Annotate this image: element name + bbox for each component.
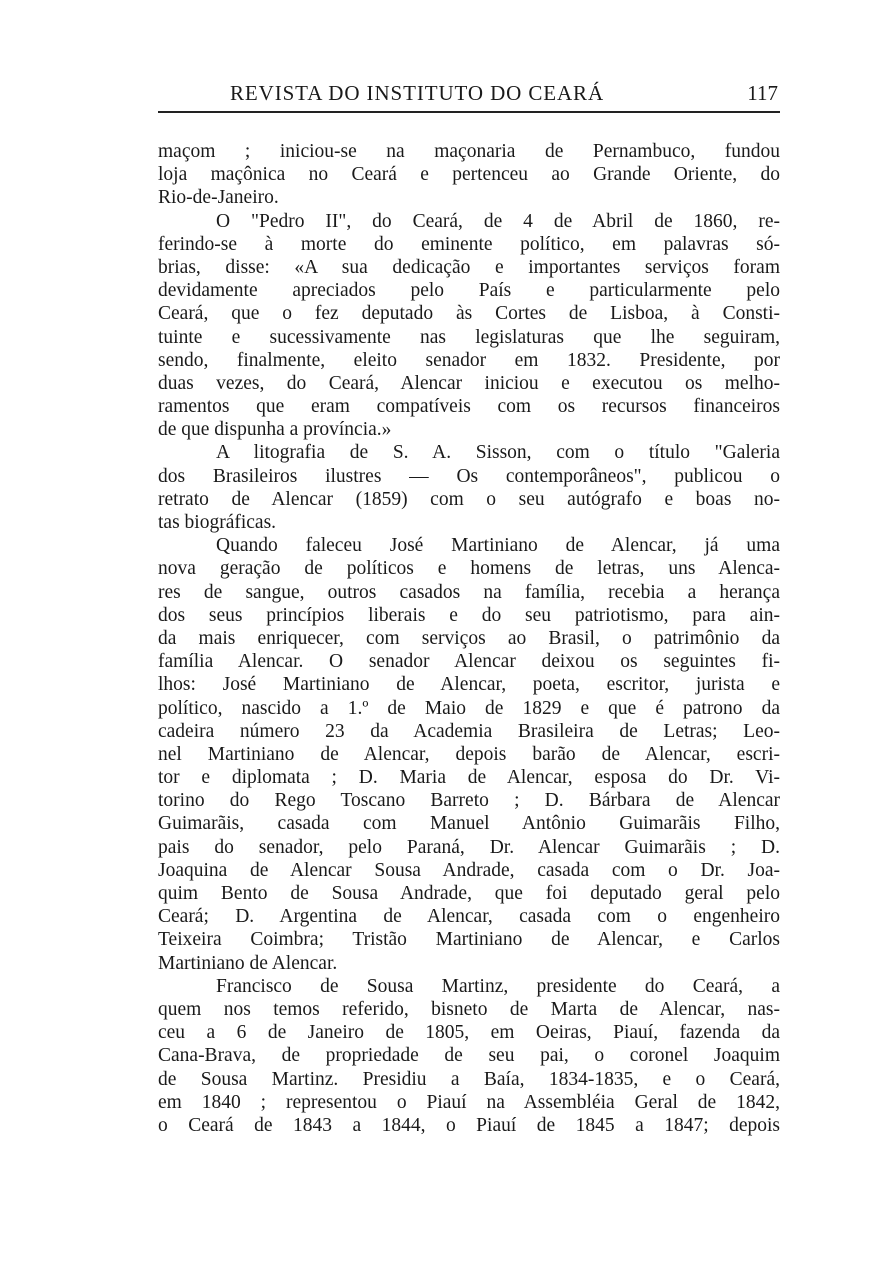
text-line: quem nos temos referido, bisneto de Marta de Alencar, nas- [158, 998, 780, 1020]
text-line: de Sousa Martinz. Presidiu a Baía, 1834-1835, e o Ceará, [158, 1068, 780, 1090]
text-line: Quando faleceu José Martiniano de Alencar, já uma [216, 535, 780, 557]
text-line: Francisco de Sousa Martinz, presidente do Ceará, a [216, 975, 780, 997]
text-line: Joaquina de Alencar Sousa Andrade, casada com o Dr. Joa- [158, 859, 780, 881]
text-line: Martiniano de Alencar. [158, 952, 338, 974]
text-line: lhos: José Martiniano de Alencar, poeta, escritor, jurista e [158, 674, 780, 696]
text-line: Cana-Brava, de propriedade de seu pai, o coronel Joaquim [158, 1045, 780, 1067]
text-line: político, nascido a 1.º de Maio de 1829 e que é patrono da [158, 697, 780, 719]
text-line: Ceará, que o fez deputado às Cortes de Lisboa, à Consti- [158, 303, 780, 325]
body-text [158, 140, 780, 1137]
text-line: de que dispunha a província.» [158, 419, 392, 441]
text-line: Ceará; D. Argentina de Alencar, casada com o engenheiro [158, 906, 780, 928]
text-line: devidamente apreciados pelo País e particularmente pelo [158, 280, 780, 302]
running-header [158, 77, 780, 113]
text-line: quim Bento de Sousa Andrade, que foi deputado geral pelo [158, 883, 780, 904]
text-line: tuinte e sucessivamente nas legislaturas que lhe seguiram, [158, 326, 780, 348]
text-line: família Alencar. O senador Alencar deixou os seguintes fi- [158, 651, 780, 673]
text-line: torino do Rego Toscano Barreto ; D. Bárbara de Alencar [158, 790, 780, 812]
text-line: Guimarãis, casada com Manuel Antônio Guimarãis Filho, [158, 813, 780, 835]
text-line: duas vezes, do Ceará, Alencar iniciou e executou os melho- [158, 372, 780, 394]
text-line: maçom ; iniciou-se na maçonaria de Pernambuco, fundou [158, 141, 780, 162]
text-line: o Ceará de 1843 a 1844, o Piauí de 1845 a 1847; depois [158, 1114, 780, 1136]
text-line: cadeira número 23 da Academia Brasileira de Letras; Leo- [158, 720, 780, 742]
text-line: nova geração de políticos e homens de letras, uns Alenca- [158, 558, 780, 580]
text-line: pais do senador, pelo Paraná, Dr. Alencar Guimarãis ; D. [158, 836, 780, 858]
text-line: dos seus princípios liberais e do seu patriotismo, para ain- [158, 604, 780, 626]
text-line: brias, disse: «A sua dedicação e importantes serviços foram [158, 256, 780, 278]
text-line: da mais enriquecer, com serviços ao Brasil, o patrimônio da [158, 627, 780, 649]
text-line: retrato de Alencar (1859) com o seu autógrafo e boas no- [158, 488, 780, 510]
page-number: 117 [747, 81, 778, 105]
text-line: ramentos que eram compatíveis com os recursos financeiros [158, 396, 780, 418]
text-line: ceu a 6 de Janeiro de 1805, em Oeiras, Piauí, fazenda da [158, 1022, 780, 1044]
running-title: REVISTA DO INSTITUTO DO CEARÁ [230, 81, 605, 105]
text-line: tor e diplomata ; D. Maria de Alencar, esposa do Dr. Vi- [158, 767, 780, 789]
text-line: loja maçônica no Ceará e pertenceu ao Grande Oriente, do [158, 164, 780, 186]
text-line: tas biográficas. [158, 512, 277, 533]
text-line: sendo, finalmente, eleito senador em 1832. Presidente, por [158, 349, 780, 371]
text-line: Rio-de-Janeiro. [158, 187, 279, 209]
text-line: O "Pedro II", do Ceará, de 4 de Abril de 1860, re- [216, 210, 780, 232]
text-line: A litografia de S. A. Sisson, com o título "Galeria [216, 442, 780, 464]
text-line: Teixeira Coimbra; Tristão Martiniano de Alencar, e Carlos [158, 929, 780, 951]
text-line: res de sangue, outros casados na família, recebia a herança [158, 581, 780, 603]
text-line: ferindo-se à morte do eminente político, em palavras só- [158, 233, 780, 255]
text-line: em 1840 ; representou o Piauí na Assembléia Geral de 1842, [158, 1091, 780, 1113]
text-line: dos Brasileiros ilustres — Os contemporâneos", publicou o [158, 465, 780, 487]
text-line: nel Martiniano de Alencar, depois barão de Alencar, escri- [158, 743, 780, 765]
